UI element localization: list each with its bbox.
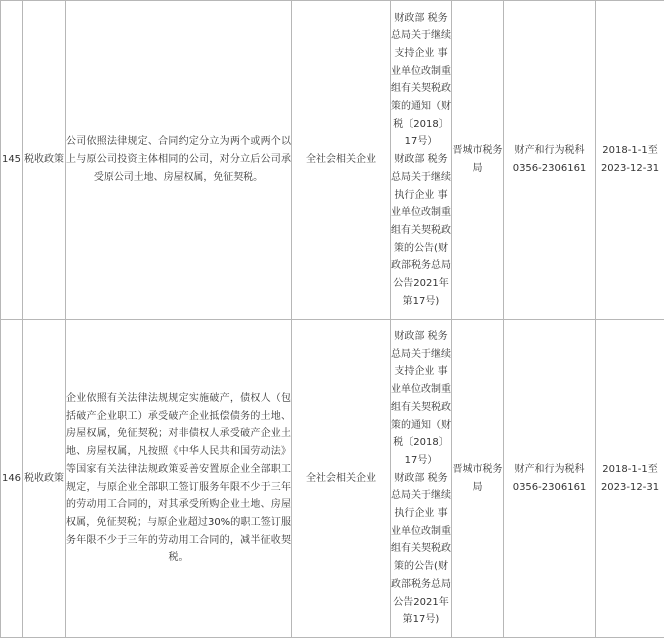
- policy-category: 税收政策: [23, 1, 66, 320]
- validity-period: [596, 1, 664, 320]
- responsible-organization: 晋城市税务局: [452, 320, 504, 638]
- policy-document-announcement: 财政部 税务总局关于继续执行企业 事业单位改制重组有关契税政策的公告(财政部税务总局公告2021年第17号): [391, 154, 451, 307]
- policy-content-text: 企业依照有关法律法规规定实施破产，债权人（包括破产企业职工）承受破产企业抵偿债务的土地、房屋权属，免征契税；对非债权人承受破产企业土地、房屋权属，凡按照《中华人民共和国劳动法》等国家有关法律法规政策妥善安置原企业全部职工规定，与原企业全部职工签订服务年限不少于三年的劳动用工合同的，对其承受所购企业土地、房屋权属，免征契税；与原企业超过30%的职工签订服务年限不少于三年的劳动用工合同的，减半征收契税。: [66, 392, 291, 564]
- period-start: 2018-1-1至: [602, 145, 658, 157]
- validity-period: [596, 320, 664, 638]
- policy-documents: [391, 1, 452, 320]
- table-row: [1, 1, 664, 320]
- contact-phone: 0356-2306161: [512, 481, 587, 493]
- period-end: 2023-12-31: [600, 163, 660, 174]
- policy-content: [66, 320, 292, 638]
- applicable-scope: 全社会相关企业: [292, 320, 391, 638]
- policy-content-text: 公司依照法律规定、合同约定分立为两个或两个以上与原公司投资主体相同的公司，对分立后公司承受原公司土地、房屋权属，免征契税。: [66, 136, 291, 183]
- contact-department: 财产和行为税科: [514, 463, 585, 475]
- period-start: 2018-1-1至: [602, 463, 658, 475]
- applicable-scope: 全社会相关企业: [292, 1, 391, 320]
- policy-document-notice: 财政部 税务总局关于继续支持企业 事业单位改制重组有关契税政策的通知（财税〔2018〕17号）: [391, 12, 451, 148]
- responsible-organization: 晋城市税务局: [452, 1, 504, 320]
- contact-info: [504, 320, 596, 638]
- policy-content: [66, 1, 292, 320]
- period-end: 2023-12-31: [600, 481, 660, 493]
- contact-phone: 0356-2306161: [512, 163, 587, 174]
- table-row: [1, 320, 664, 638]
- row-number: 146: [1, 320, 23, 638]
- contact-department: 财产和行为税科: [514, 145, 585, 157]
- row-number: 145: [1, 1, 23, 320]
- policy-category: 税收政策: [23, 320, 66, 638]
- contact-info: [504, 1, 596, 320]
- policy-documents: [391, 320, 452, 638]
- policy-document-announcement: 财政部 税务总局关于继续执行企业 事业单位改制重组有关契税政策的公告(财政部税务总局公告2021年第17号): [391, 472, 451, 626]
- policy-document-notice: 财政部 税务总局关于继续支持企业 事业单位改制重组有关契税政策的通知（财税〔2018〕17号）: [391, 331, 451, 466]
